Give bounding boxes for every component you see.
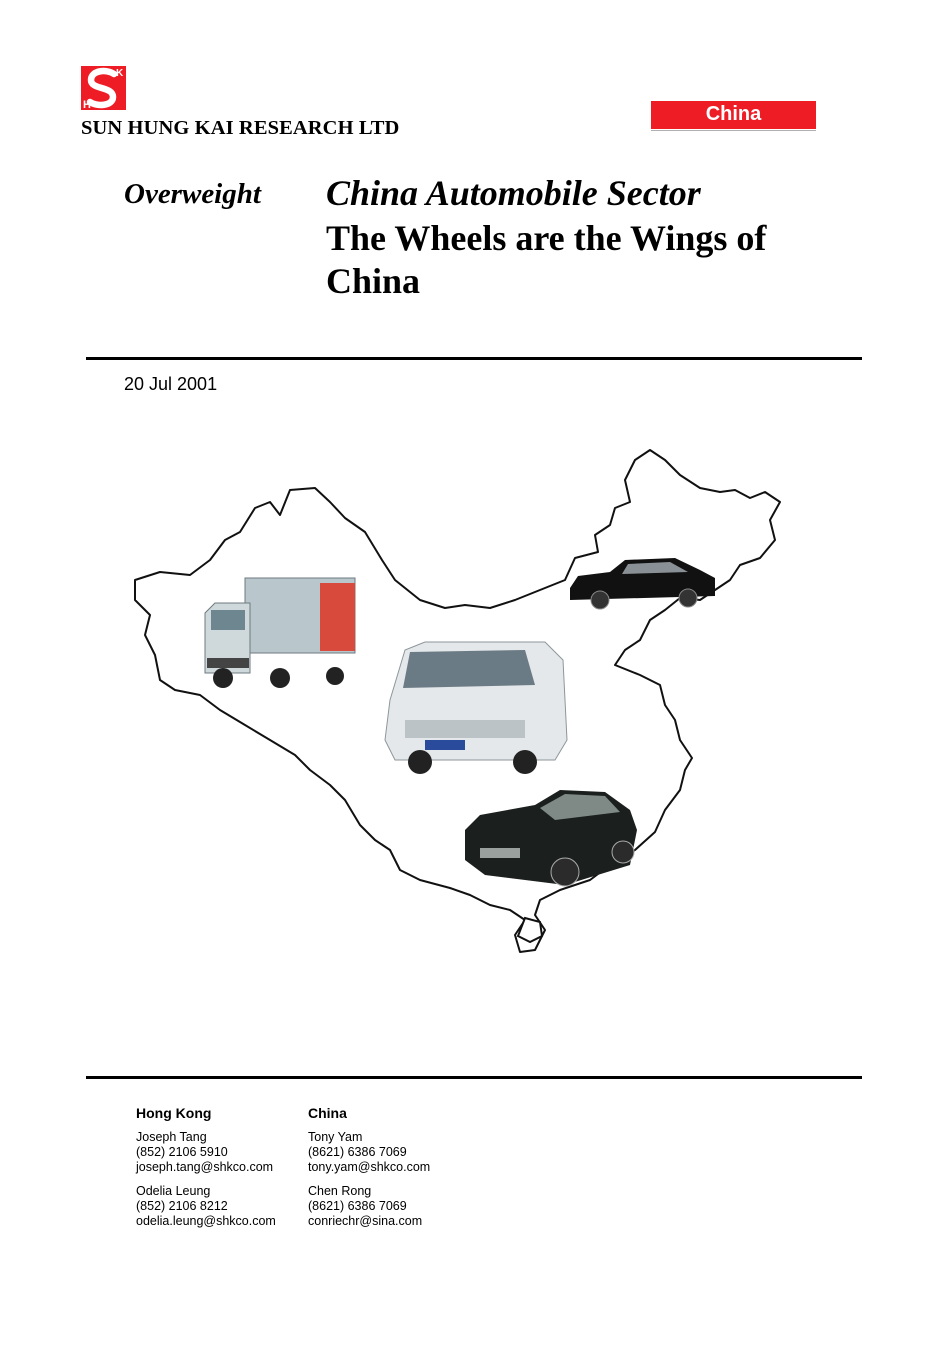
logo-letter-k: K (116, 68, 124, 79)
contacts-china-label: China (308, 1105, 347, 1121)
contact-name: Chen Rong (308, 1184, 372, 1198)
divider-top (86, 357, 862, 360)
contact-joseph-tang (136, 1130, 273, 1175)
company-name: SUN HUNG KAI RESEARCH LTD (81, 117, 400, 139)
contact-phone: (852) 2106 5910 (136, 1145, 228, 1159)
rating-label: Overweight (124, 178, 261, 210)
contact-email[interactable]: joseph.tang@shkco.com (136, 1160, 274, 1174)
region-badge: China (651, 101, 816, 129)
report-date: 20 Jul 2001 (124, 374, 218, 394)
contact-name: Odelia Leung (136, 1184, 211, 1198)
china-map-illustration (120, 440, 800, 965)
contact-odelia-leung (136, 1184, 276, 1229)
sector-title: China Automobile Sector (326, 173, 701, 213)
contact-name: Joseph Tang (136, 1130, 207, 1144)
van-image (385, 642, 567, 774)
contacts-hong-kong-label: Hong Kong (136, 1105, 212, 1121)
divider-bottom (86, 1076, 862, 1079)
hainan-outline (518, 918, 542, 942)
contact-tony-yam (308, 1130, 430, 1175)
contact-email[interactable]: conriechr@sina.com (308, 1214, 423, 1228)
contact-chen-rong (308, 1184, 422, 1229)
contact-email[interactable]: tony.yam@shkco.com (308, 1160, 431, 1174)
contact-phone: (8621) 6386 7069 (308, 1199, 407, 1213)
contact-phone: (8621) 6386 7069 (308, 1145, 407, 1159)
contact-name: Tony Yam (308, 1130, 363, 1144)
shk-logo (81, 66, 126, 110)
contact-email[interactable]: odelia.leung@shkco.com (136, 1214, 276, 1228)
contact-phone: (852) 2106 8212 (136, 1199, 228, 1213)
logo-letter-h: H (83, 99, 91, 110)
report-headline: The Wheels are the Wings of China (326, 218, 767, 301)
